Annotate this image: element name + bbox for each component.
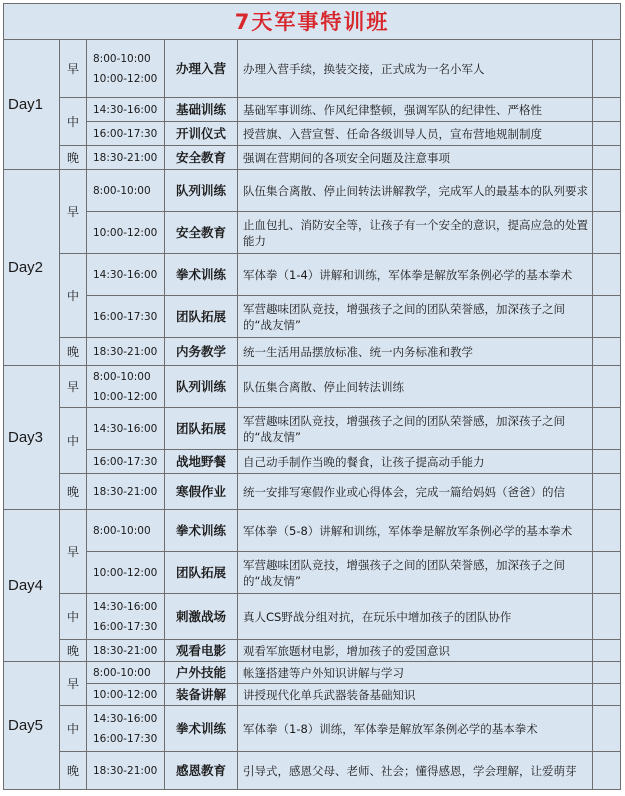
period-evening: 晚 xyxy=(60,752,87,790)
time-cell: 10:00-12:00 xyxy=(87,552,165,594)
time-cell: 16:00-17:30 xyxy=(87,122,165,146)
activity-cell: 拳术训练 xyxy=(165,254,238,296)
time-cell: 18:30-21:00 xyxy=(87,752,165,790)
description-cell: 军体拳（1-4）讲解和训练，军体拳是解放军条例必学的基本拳术 xyxy=(238,254,593,296)
time-cell: 16:00-17:30 xyxy=(87,296,165,338)
blank-cell xyxy=(593,706,621,752)
period-morning: 早 xyxy=(60,662,87,706)
activity-cell: 队列训练 xyxy=(165,170,238,212)
day-label-1: Day1 xyxy=(4,40,60,170)
blank-cell xyxy=(593,552,621,594)
description-cell: 办理入营手续，换装交接，正式成为一名小军人 xyxy=(238,40,593,98)
activity-cell: 装备讲解 xyxy=(165,684,238,706)
time-cell: 10:00-12:00 xyxy=(87,212,165,254)
activity-cell: 刺激战场 xyxy=(165,594,238,640)
activity-cell: 内务教学 xyxy=(165,338,238,366)
activity-cell: 团队拓展 xyxy=(165,296,238,338)
description-cell: 队伍集合离散、停止间转法训练 xyxy=(238,366,593,408)
description-cell: 观看军旅题材电影，增加孩子的爱国意识 xyxy=(238,640,593,662)
activity-cell: 团队拓展 xyxy=(165,408,238,450)
time-cell: 16:00-17:30 xyxy=(87,450,165,474)
time-cell: 14:30-16:00 xyxy=(87,254,165,296)
day-label-5: Day5 xyxy=(4,662,60,790)
blank-cell xyxy=(593,212,621,254)
activity-cell: 拳术训练 xyxy=(165,510,238,552)
time-cell: 8:00-10:00 xyxy=(87,170,165,212)
blank-cell xyxy=(593,254,621,296)
schedule-table xyxy=(3,3,621,790)
activity-cell: 团队拓展 xyxy=(165,552,238,594)
period-morning: 早 xyxy=(60,510,87,594)
blank-cell xyxy=(593,366,621,408)
activity-cell: 基础训练 xyxy=(165,98,238,122)
period-morning: 早 xyxy=(60,170,87,254)
activity-cell: 寒假作业 xyxy=(165,474,238,510)
description-cell: 统一安排写寒假作业或心得体会，完成一篇给妈妈（爸爸）的信 xyxy=(238,474,593,510)
period-evening: 晚 xyxy=(60,474,87,510)
time-cell: 14:30-16:00 xyxy=(87,98,165,122)
activity-cell: 办理入营 xyxy=(165,40,238,98)
period-evening: 晚 xyxy=(60,146,87,170)
day-label-2: Day2 xyxy=(4,170,60,366)
blank-cell xyxy=(593,338,621,366)
blank-cell xyxy=(593,408,621,450)
period-noon: 中 xyxy=(60,706,87,752)
description-cell: 军体拳（1-8）训练，军体拳是解放军条例必学的基本拳术 xyxy=(238,706,593,752)
time-cell: 14:30-16:00 16:00-17:30 xyxy=(87,706,165,752)
blank-cell xyxy=(593,752,621,790)
blank-cell xyxy=(593,474,621,510)
time-cell: 14:30-16:00 xyxy=(87,408,165,450)
schedule-title: 7天军事特训班 xyxy=(4,4,621,40)
period-morning: 早 xyxy=(60,40,87,98)
activity-cell: 安全教育 xyxy=(165,212,238,254)
period-noon: 中 xyxy=(60,408,87,474)
description-cell: 强调在营期间的各项安全问题及注意事项 xyxy=(238,146,593,170)
activity-cell: 开训仪式 xyxy=(165,122,238,146)
blank-cell xyxy=(593,296,621,338)
description-cell: 真人CS野战分组对抗，在玩乐中增加孩子的团队协作 xyxy=(238,594,593,640)
blank-cell xyxy=(593,146,621,170)
blank-cell xyxy=(593,640,621,662)
blank-cell xyxy=(593,98,621,122)
time-cell: 18:30-21:00 xyxy=(87,640,165,662)
period-evening: 晚 xyxy=(60,338,87,366)
description-cell: 讲授现代化单兵武器装备基础知识 xyxy=(238,684,593,706)
day-label-3: Day3 xyxy=(4,366,60,510)
time-cell: 8:00-10:00 xyxy=(87,662,165,684)
period-evening: 晚 xyxy=(60,640,87,662)
period-noon: 中 xyxy=(60,98,87,146)
blank-cell xyxy=(593,122,621,146)
blank-cell xyxy=(593,40,621,98)
description-cell: 军营趣味团队竞技，增强孩子之间的团队荣誉感，加深孩子之间的“战友情” xyxy=(238,552,593,594)
description-cell: 基础军事训练、作风纪律整顿，强调军队的纪律性、严格性 xyxy=(238,98,593,122)
time-cell: 18:30-21:00 xyxy=(87,146,165,170)
time-cell: 10:00-12:00 xyxy=(87,684,165,706)
activity-cell: 感恩教育 xyxy=(165,752,238,790)
blank-cell xyxy=(593,510,621,552)
description-cell: 帐篷搭建等户外知识讲解与学习 xyxy=(238,662,593,684)
time-cell: 18:30-21:00 xyxy=(87,338,165,366)
time-cell: 8:00-10:00 10:00-12:00 xyxy=(87,366,165,408)
day-label-4: Day4 xyxy=(4,510,60,662)
time-cell: 8:00-10:00 10:00-12:00 xyxy=(87,40,165,98)
description-cell: 授营旗、入营宣誓、任命各级训导人员，宣布营地规制制度 xyxy=(238,122,593,146)
blank-cell xyxy=(593,594,621,640)
time-cell: 18:30-21:00 xyxy=(87,474,165,510)
description-cell: 军营趣味团队竞技，增强孩子之间的团队荣誉感，加深孩子之间的“战友情” xyxy=(238,296,593,338)
time-cell: 14:30-16:00 16:00-17:30 xyxy=(87,594,165,640)
description-cell: 止血包扎、消防安全等，让孩子有一个安全的意识，提高应急的处置能力 xyxy=(238,212,593,254)
period-noon: 中 xyxy=(60,254,87,338)
activity-cell: 观看电影 xyxy=(165,640,238,662)
activity-cell: 战地野餐 xyxy=(165,450,238,474)
blank-cell xyxy=(593,170,621,212)
schedule-sheet xyxy=(3,3,620,793)
activity-cell: 拳术训练 xyxy=(165,706,238,752)
blank-cell xyxy=(593,450,621,474)
blank-cell xyxy=(593,684,621,706)
description-cell: 队伍集合离散、停止间转法讲解教学，完成军人的最基本的队列要求 xyxy=(238,170,593,212)
activity-cell: 安全教育 xyxy=(165,146,238,170)
activity-cell: 户外技能 xyxy=(165,662,238,684)
blank-cell xyxy=(593,662,621,684)
description-cell: 引导式，感恩父母、老师、社会；懂得感恩，学会理解，让爱萌芽 xyxy=(238,752,593,790)
description-cell: 军体拳（5-8）讲解和训练，军体拳是解放军条例必学的基本拳术 xyxy=(238,510,593,552)
description-cell: 统一生活用品摆放标准、统一内务标准和教学 xyxy=(238,338,593,366)
activity-cell: 队列训练 xyxy=(165,366,238,408)
description-cell: 军营趣味团队竞技，增强孩子之间的团队荣誉感，加深孩子之间的“战友情” xyxy=(238,408,593,450)
description-cell: 自己动手制作当晚的餐食，让孩子提高动手能力 xyxy=(238,450,593,474)
period-morning: 早 xyxy=(60,366,87,408)
time-cell: 8:00-10:00 xyxy=(87,510,165,552)
period-noon: 中 xyxy=(60,594,87,640)
